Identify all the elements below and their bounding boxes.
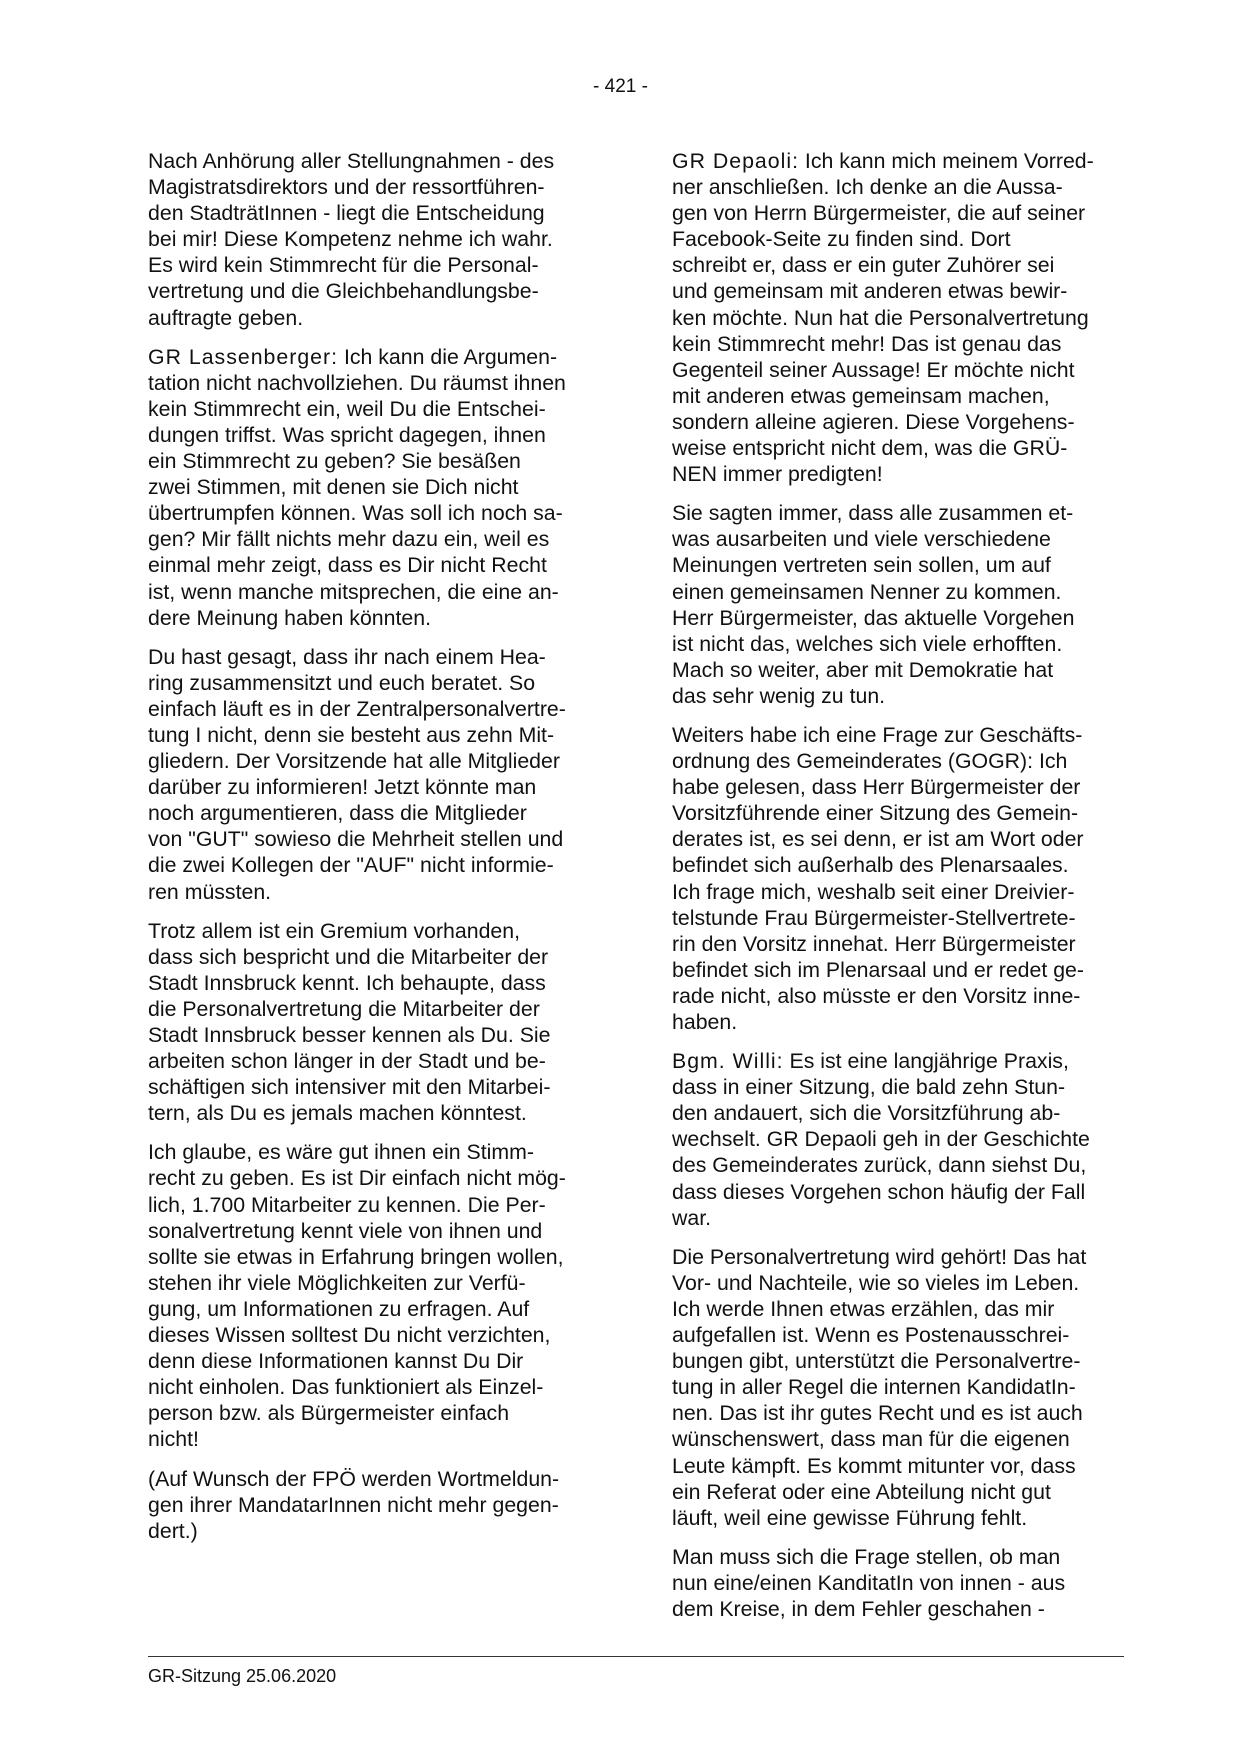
page-number: - 421 - [593,76,648,97]
paragraph-text: Die Personalvertretung wird gehört! Das hat Vor- und Nachteile, wie so vieles im Leben. Ich werde Ihnen etwas erzählen, das mir aufgefallen ist. Wenn es Postenausschrei- bungen gibt, unterstützt die Personalvertre- tung in aller Regel die internen KandidatIn- nen. Das ist ihr gutes Recht und es ist auch wünschenswert, dass man für die eigenen Leute kämpft. Es kommt mitunter vor, dass ein Referat oder eine Abteilung nicht gut läuft, weil eine gewisse Führung fehlt. [672,1244,1087,1530]
paragraph [148,1466,603,1544]
speaker-name: Bgm. Willi: [672,1049,784,1074]
paragraph-text: (Auf Wunsch der FPÖ werden Wortmeldun- gen ihrer MandatarInnen nicht mehr gegen- dert.) [148,1466,560,1543]
paragraph [148,918,603,1127]
paragraph [672,148,1127,487]
paragraph [672,1544,1127,1622]
paragraph-text: Du hast gesagt, dass ihr nach einem Hea- ring zusammensitzt und euch beratet. So einfach läuft es in der Zentralpersonalvertre- tung I nicht, denn sie besteht aus zehn Mit- gliedern. Der Vorsitzende hat alle Mitglieder darüber zu informieren! Jetzt könnte man noch argumentieren, dass die Mitglieder von "GUT" sowieso die Mehrheit stellen und die zwei Kollegen der "AUF" nicht informie- ren müssten. [148,644,566,904]
paragraph [672,722,1127,1035]
paragraph-text: Man muss sich die Frage stellen, ob man nun eine/einen KanditatIn von innen - aus dem Kreise, in dem Fehler geschahen - [672,1544,1066,1621]
speaker-name: GR Depaoli: [672,149,799,173]
paragraph [148,148,603,331]
right-column [672,148,1127,1635]
paragraph [148,1139,603,1452]
paragraph [672,500,1127,709]
paragraph [148,644,603,905]
paragraph [672,1244,1127,1531]
footer-divider [148,1656,1124,1657]
paragraph-text: Ich kann die Argumen- tation nicht nachvollziehen. Du räumst ihnen kein Stimmrecht ein, weil Du die Entschei- dungen triffst. Was spricht dagegen, ihnen ein Stimmrecht zu geben? Sie besäßen zwei Stimmen, mit denen sie Dich nicht übertrumpfen können. Was soll ich noch sa- gen? Mir fällt nichts mehr dazu ein, weil es einmal mehr zeigt, dass es Dir nicht Recht ist, wenn manche mitsprechen, die eine an- dere Meinung haben könnten. [148,344,566,630]
left-column [148,148,603,1557]
paragraph-text: Trotz allem ist ein Gremium vorhanden, dass sich bespricht und die Mitarbeiter der Stadt Innsbruck kennt. Ich behaupte, dass die Personalvertretung die Mitarbeiter der Stadt Innsbruck besser kennen als Du. Sie arbeiten schon länger in der Stadt und be- schäftigen sich intensiver mit den Mitarbei- tern, als Du es jemals machen könntest. [148,918,551,1126]
paragraph-text: Nach Anhörung aller Stellungnahmen - des Magistratsdirektors und der ressortführen- den StadträtInnen - liegt die Entscheidung bei mir! Diese Kompetenz nehme ich wahr. Es wird kein Stimmrecht für die Personal- vertretung und die Gleichbehandlungsbe- auftragte geben. [148,149,555,330]
paragraph-text: Es ist eine langjährige Praxis, dass in einer Sitzung, die bald zehn Stun- den andauert, sich die Vorsitzführung ab- wechselt. GR Depaoli geh in der Geschichte des Gemeinderates zurück, dann siehst Du, dass dieses Vorgehen schon häufig der Fall war. [672,1049,1090,1230]
paragraph-text: Weiters habe ich eine Frage zur Geschäfts- ordnung des Gemeinderates (GOGR): Ich habe gelesen, dass Herr Bürgermeister der Vorsitzführende einer Sitzung des Gemein- derates ist, es sei denn, er ist am Wort oder befindet sich außerhalb des Plenarsaales. Ich frage mich, weshalb seit einer Dreivier- telstunde Frau Bürgermeister-Stellvertrete- rin den Vorsitz innehat. Herr Bürgermeister befindet sich im Plenarsaal und er redet ge- rade nicht, also müsste er den Vorsitz inne- haben. [672,722,1084,1034]
paragraph [672,1048,1127,1231]
paragraph-text: Sie sagten immer, dass alle zusammen et- was ausarbeiten und viele verschiedene Meinungen vertreten sein sollen, um auf einen gemeinsamen Nenner zu kommen. Herr Bürgermeister, das aktuelle Vorgehen ist nicht das, welches sich viele erhofften. Mach so weiter, aber mit Demokratie hat das sehr wenig zu tun. [672,501,1075,708]
paragraph [148,344,603,631]
speaker-name: GR Lassenberger: [148,344,339,369]
paragraph-text: Ich glaube, es wäre gut ihnen ein Stimm- recht zu geben. Es ist Dir einfach nicht mög- lich, 1.700 Mitarbeiter zu kennen. Die Per- sonalvertretung kennt viele von ihnen und sollte sie etwas in Erfahrung bringen wollen, stehen ihr viele Möglichkeiten zur Verfü- gung, um Informationen zu erfragen. Auf dieses Wissen solltest Du nicht verzichten, denn diese Informationen kannst Du Dir nicht einholen. Das funktioniert als Einzel- person bzw. als Bürgermeister einfach nicht! [148,1140,566,1452]
footer-session-date: GR-Sitzung 25.06.2020 [148,1666,337,1686]
paragraph-text: Ich kann mich meinem Vorred- ner anschließen. Ich denke an die Aussa- gen von Herrn Bürgermeister, die auf seiner Facebook-Seite zu finden sind. Dort schreibt er, dass er ein guter Zuhörer sei und gemeinsam mit anderen etwas bewir- ken möchte. Nun hat die Personalvertretung kein Stimmrecht mehr! Das ist genau das Gegenteil seiner Aussage! Er möchte nicht mit anderen etwas gemeinsam machen, sondern alleine agieren. Diese Vorgehens- weise entspricht nicht dem, was die GRÜ- NEN immer predigten! [672,149,1094,487]
